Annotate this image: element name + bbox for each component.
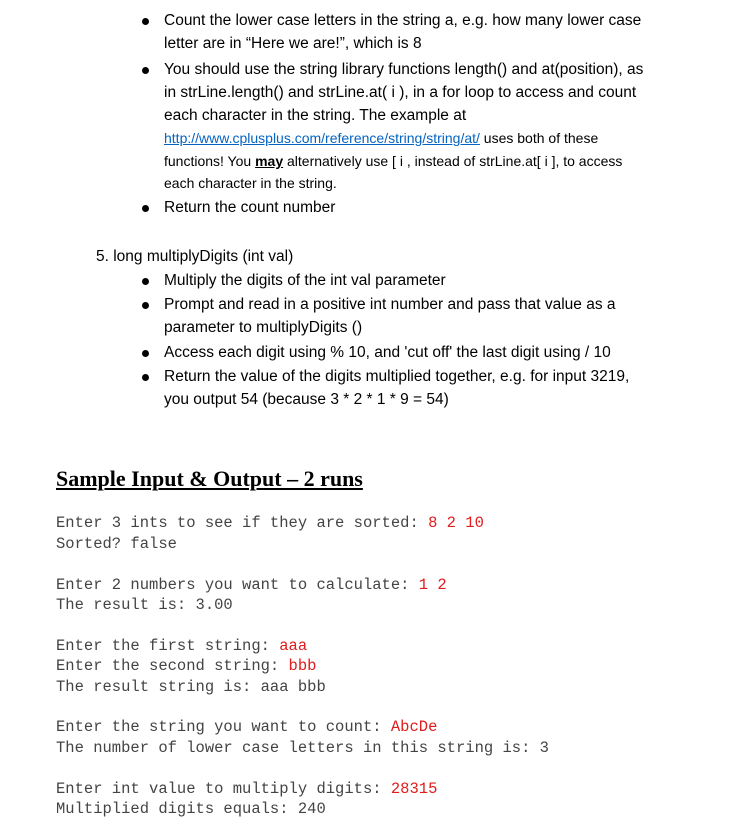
bullet-dot (142, 350, 149, 357)
reference-link[interactable]: http://www.cplusplus.com/reference/string/string/at/ (164, 130, 480, 146)
console-input: AbcDe (390, 718, 438, 736)
text-segment: functions! You (164, 153, 256, 169)
bullet-text: each character in the string. The example at (164, 107, 467, 124)
bullet-text: You should use the string library functions length() and at(position), as (164, 61, 644, 78)
sample-heading: Sample Input & Output – 2 runs (56, 466, 363, 491)
console-line: The number of lower case letters in this string is: 3 (56, 739, 549, 757)
section-title: 5. long multiplyDigits (int val) (96, 248, 294, 265)
bullet-text: Access each digit using % 10, and 'cut off' the last digit using / 10 (164, 344, 611, 361)
bullet-text: letter are in “Here we are!”, which is 8 (164, 35, 422, 52)
bullet-text: Multiply the digits of the int val parameter (164, 272, 446, 289)
bullet-dot (142, 302, 149, 309)
bullet-dot (142, 205, 149, 212)
bullet-dot (142, 67, 149, 74)
bullet-text: you output 54 (because 3 * 2 * 1 * 9 = 54) (164, 391, 449, 408)
bullet-text: Count the lower case letters in the string a, e.g. how many lower case (164, 12, 642, 29)
console-line (56, 718, 437, 736)
console-line (56, 514, 484, 532)
bullet-dot (142, 18, 149, 25)
console-prompt: Enter 2 numbers you want to calculate: (56, 576, 419, 594)
console-prompt: Enter the string you want to count: (56, 718, 391, 736)
bullet-dot (142, 374, 149, 381)
console-prompt: Enter int value to multiply digits: (56, 780, 391, 798)
bullet-dot (142, 278, 149, 285)
console-line (56, 576, 447, 594)
bullet-text: Return the value of the digits multiplied together, e.g. for input 3219, (164, 368, 630, 385)
console-line (56, 780, 437, 798)
console-line (56, 657, 316, 675)
console-line (56, 637, 307, 655)
bullet-text: each character in the string. (164, 175, 337, 191)
bullet-text (164, 153, 622, 169)
bullet-text (164, 130, 598, 146)
link-suffix: uses both of these (479, 130, 599, 146)
console-input: 1 2 (418, 576, 447, 594)
bullet-text: Prompt and read in a positive int number and pass that value as a (164, 296, 616, 313)
console-input: aaa (279, 637, 308, 655)
bullet-text: in strLine.length() and strLine.at( i ), in a for loop to access and count (164, 84, 637, 101)
console-line: The result is: 3.00 (56, 596, 233, 614)
emphasis-may: may (255, 153, 284, 169)
console-prompt: Enter the second string: (56, 657, 289, 675)
console-input: bbb (288, 657, 317, 675)
console-prompt: Enter 3 ints to see if they are sorted: (56, 514, 429, 532)
console-line: The result string is: aaa bbb (56, 678, 326, 696)
console-prompt: Enter the first string: (56, 637, 280, 655)
console-input: 8 2 10 (428, 514, 484, 532)
console-input: 28315 (390, 780, 438, 798)
console-line: Multiplied digits equals: 240 (56, 800, 326, 818)
bullet-text: parameter to multiplyDigits () (164, 319, 363, 336)
bullet-text: Return the count number (164, 199, 336, 216)
text-segment: alternatively use [ i , instead of strLine.at[ i ], to access (283, 153, 623, 169)
console-line: Sorted? false (56, 535, 177, 553)
